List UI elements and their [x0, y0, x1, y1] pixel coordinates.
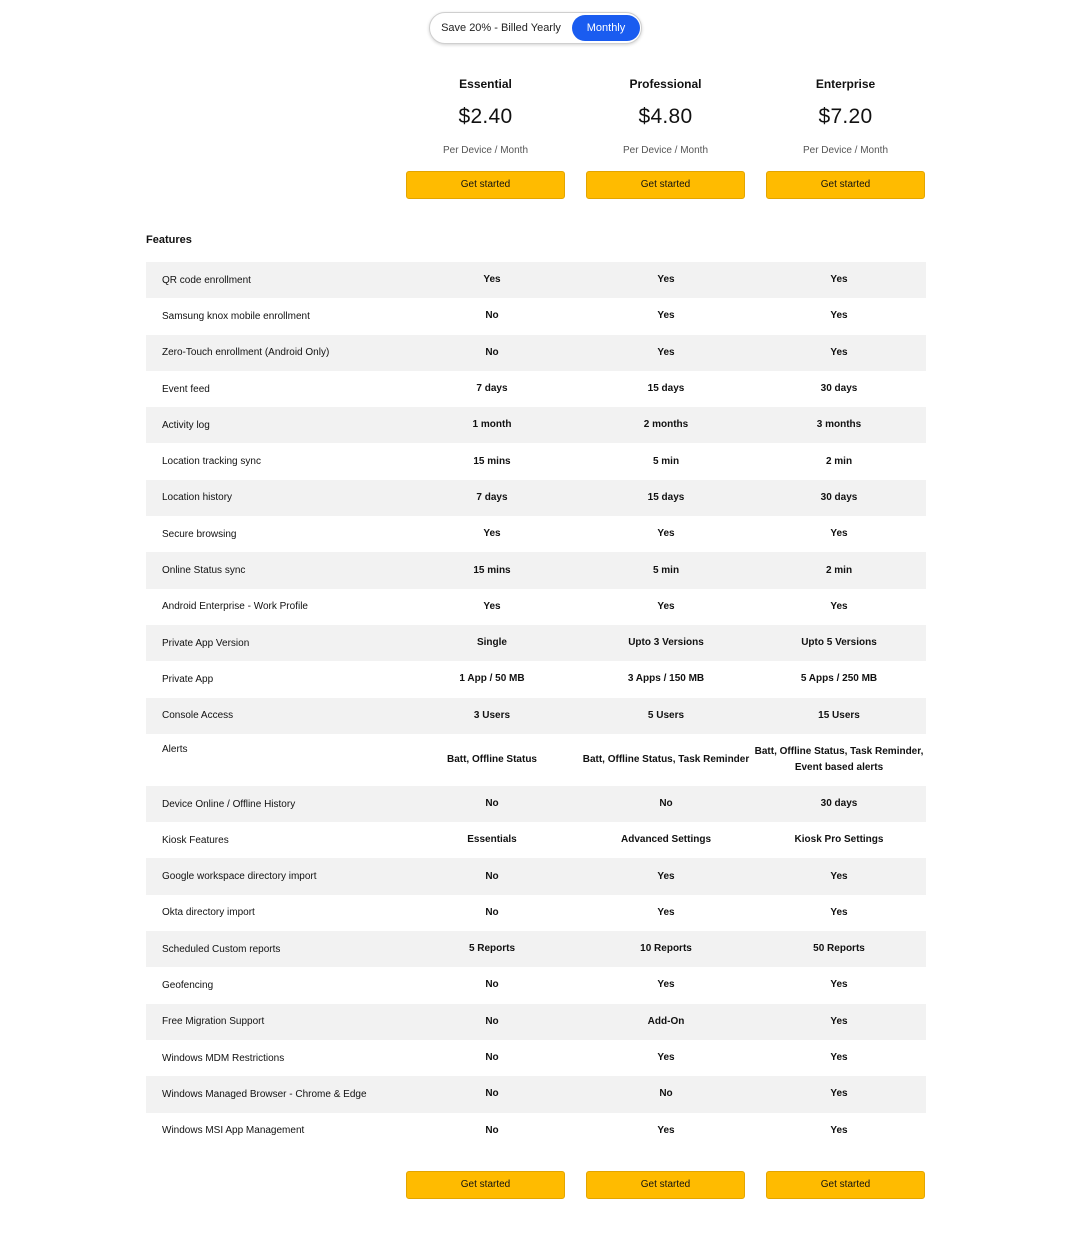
enterprise-feature-value: 30 days [820, 383, 858, 395]
feature-name: Alerts [162, 743, 188, 755]
table-row [146, 1076, 926, 1112]
table-row [146, 407, 926, 443]
essential-feature-value: No [485, 310, 499, 322]
feature-name: Kiosk Features [162, 834, 229, 846]
plan-price-unit: Per Device / Month [622, 145, 709, 156]
feature-name: Samsung knox mobile enrollment [162, 310, 310, 322]
table-row [146, 698, 926, 734]
table-row [146, 625, 926, 661]
professional-feature-value: Yes [657, 346, 675, 358]
professional-feature-value: 10 Reports [640, 943, 692, 955]
feature-name: Windows Managed Browser - Chrome & Edge [162, 1088, 367, 1100]
feature-name: Secure browsing [162, 528, 237, 540]
professional-feature-value: Add-On [647, 1015, 685, 1027]
feature-name: Google workspace directory import [162, 871, 317, 883]
plan-price: $2.40 [458, 105, 513, 128]
essential-feature-value: Batt, Offline Status [446, 753, 537, 765]
table-row [146, 262, 926, 298]
enterprise-feature-value: Yes [830, 1052, 848, 1064]
feature-name: Device Online / Offline History [162, 798, 296, 810]
plan-enterprise [766, 76, 925, 158]
enterprise-feature-value: Yes [830, 310, 848, 322]
feature-name: Event feed [162, 383, 210, 395]
feature-name: Windows MSI App Management [162, 1125, 305, 1137]
enterprise-feature-value: Yes [830, 906, 848, 918]
billing-monthly-option[interactable]: Monthly [572, 15, 640, 41]
table-row [146, 822, 926, 858]
table-row [146, 480, 926, 516]
essential-feature-value: 7 days [476, 491, 508, 503]
plan-professional [586, 76, 745, 158]
professional-feature-value: 15 days [647, 383, 685, 395]
essential-feature-value: No [485, 346, 499, 358]
enterprise-feature-value: Yes [830, 346, 848, 358]
table-row [146, 552, 926, 588]
enterprise-feature-value: Yes [830, 1088, 848, 1100]
enterprise-feature-value: Yes [830, 1015, 848, 1027]
table-row [146, 931, 926, 967]
feature-name: Zero-Touch enrollment (Android Only) [162, 347, 330, 359]
essential-feature-value: 15 mins [473, 564, 511, 576]
professional-feature-value: No [659, 798, 673, 809]
plan-name: Professional [629, 77, 702, 91]
table-row [146, 371, 926, 407]
essential-feature-value: No [485, 1124, 499, 1136]
enterprise-feature-value: 2 min [825, 564, 853, 576]
plan-essential [406, 76, 565, 158]
plan-price: $4.80 [638, 105, 693, 128]
professional-feature-value: Batt, Offline Status, Task Reminder [582, 753, 750, 765]
feature-name: Location history [162, 492, 233, 504]
plan-name: Essential [459, 77, 512, 91]
essential-feature-value: 7 days [476, 383, 508, 395]
feature-name: Android Enterprise - Work Profile [162, 601, 308, 613]
professional-feature-value: Yes [657, 1124, 675, 1136]
professional-feature-value: Upto 3 Versions [628, 637, 704, 649]
professional-feature-value: Yes [657, 870, 675, 882]
enterprise-feature-value: Yes [830, 979, 848, 991]
essential-feature-value: 1 App / 50 MB [459, 673, 525, 685]
plan-name: Enterprise [815, 77, 876, 91]
feature-name: Private App Version [162, 637, 250, 649]
feature-name: Private App [162, 673, 214, 685]
table-row [146, 443, 926, 479]
table-row [146, 786, 926, 822]
feature-name: Windows MDM Restrictions [162, 1052, 285, 1064]
feature-name: Free Migration Support [162, 1016, 265, 1028]
table-row [146, 1004, 926, 1040]
billing-yearly-option[interactable]: Save 20% - Billed Yearly [441, 22, 561, 34]
enterprise-feature-value: Yes [830, 274, 848, 286]
billing-toggle [429, 12, 642, 44]
professional-get-started-button[interactable]: Get started [586, 171, 745, 199]
feature-name: Location tracking sync [162, 456, 261, 468]
essential-feature-value: No [485, 798, 499, 809]
essential-feature-value: 5 Reports [468, 943, 516, 955]
essential-get-started-button-bottom[interactable]: Get started [406, 1171, 565, 1199]
feature-name: Activity log [162, 419, 210, 431]
feature-name: Scheduled Custom reports [162, 943, 281, 955]
feature-name: Okta directory import [162, 907, 255, 919]
professional-feature-value: Yes [657, 528, 675, 540]
table-row [146, 661, 926, 697]
enterprise-feature-value: 2 min [825, 455, 853, 467]
essential-feature-value: No [485, 979, 499, 991]
table-row [146, 1040, 926, 1076]
table-row [146, 734, 926, 786]
essential-feature-value: No [485, 906, 499, 918]
feature-name: Online Status sync [162, 565, 246, 577]
table-row [146, 1113, 926, 1149]
essential-feature-value: No [485, 1015, 499, 1027]
plan-price-unit: Per Device / Month [802, 145, 889, 156]
essential-feature-value: Essentials [467, 834, 517, 846]
essential-feature-value: 3 Users [473, 709, 511, 721]
table-row [146, 895, 926, 931]
essential-feature-value: Single [476, 637, 507, 649]
table-row [146, 298, 926, 334]
feature-name: Console Access [162, 710, 234, 722]
professional-feature-value: Yes [657, 906, 675, 918]
essential-get-started-button[interactable]: Get started [406, 171, 565, 199]
professional-feature-value: No [659, 1088, 673, 1100]
essential-feature-value: 15 mins [473, 455, 511, 467]
essential-feature-value: No [485, 870, 499, 882]
professional-feature-value: Advanced Settings [620, 834, 712, 846]
essential-feature-value: Yes [483, 274, 501, 286]
enterprise-feature-value: Yes [830, 528, 848, 540]
plan-price-unit: Per Device / Month [442, 145, 529, 156]
table-row [146, 967, 926, 1003]
essential-feature-value: 1 month [472, 419, 512, 431]
feature-name: QR code enrollment [162, 274, 251, 286]
table-row [146, 858, 926, 894]
professional-get-started-button-bottom[interactable]: Get started [586, 1171, 745, 1199]
professional-feature-value: 2 months [643, 419, 689, 431]
essential-feature-value: Yes [483, 600, 501, 612]
professional-feature-value: 3 Apps / 150 MB [627, 673, 705, 685]
professional-feature-value: 5 min [652, 455, 680, 467]
professional-feature-value: 5 Users [647, 709, 685, 721]
essential-feature-value: Yes [483, 528, 501, 540]
professional-feature-value: 15 days [647, 491, 685, 503]
professional-feature-value: 5 min [652, 564, 680, 576]
features-table [146, 262, 926, 1149]
professional-feature-value: Yes [657, 274, 675, 286]
essential-feature-value: No [485, 1052, 499, 1064]
enterprise-feature-value: 30 days [820, 798, 858, 809]
enterprise-feature-value: 5 Apps / 250 MB [800, 673, 878, 685]
professional-feature-value: Yes [657, 310, 675, 322]
essential-feature-value: No [485, 1088, 499, 1100]
feature-name: Geofencing [162, 979, 214, 991]
features-heading: Features [146, 234, 192, 246]
enterprise-feature-value: Kiosk Pro Settings [794, 834, 884, 846]
enterprise-feature-value: Yes [830, 600, 848, 612]
plan-price: $7.20 [818, 105, 873, 128]
professional-feature-value: Yes [657, 979, 675, 991]
table-row [146, 516, 926, 552]
enterprise-feature-value: 50 Reports [813, 943, 865, 955]
enterprise-feature-value: Yes [830, 1124, 848, 1136]
enterprise-feature-value: 3 months [816, 419, 862, 431]
enterprise-get-started-button[interactable]: Get started [766, 171, 925, 199]
enterprise-feature-value: 15 Users [818, 709, 860, 721]
enterprise-get-started-button-bottom[interactable]: Get started [766, 1171, 925, 1199]
enterprise-feature-value: 30 days [820, 491, 858, 503]
table-row [146, 589, 926, 625]
enterprise-feature-value: Yes [830, 870, 848, 882]
enterprise-feature-value: Upto 5 Versions [801, 637, 877, 649]
professional-feature-value: Yes [657, 1052, 675, 1064]
professional-feature-value: Yes [657, 600, 675, 612]
table-row [146, 335, 926, 371]
enterprise-feature-value: Batt, Offline Status, Task Reminder, Event based alerts [754, 745, 924, 773]
